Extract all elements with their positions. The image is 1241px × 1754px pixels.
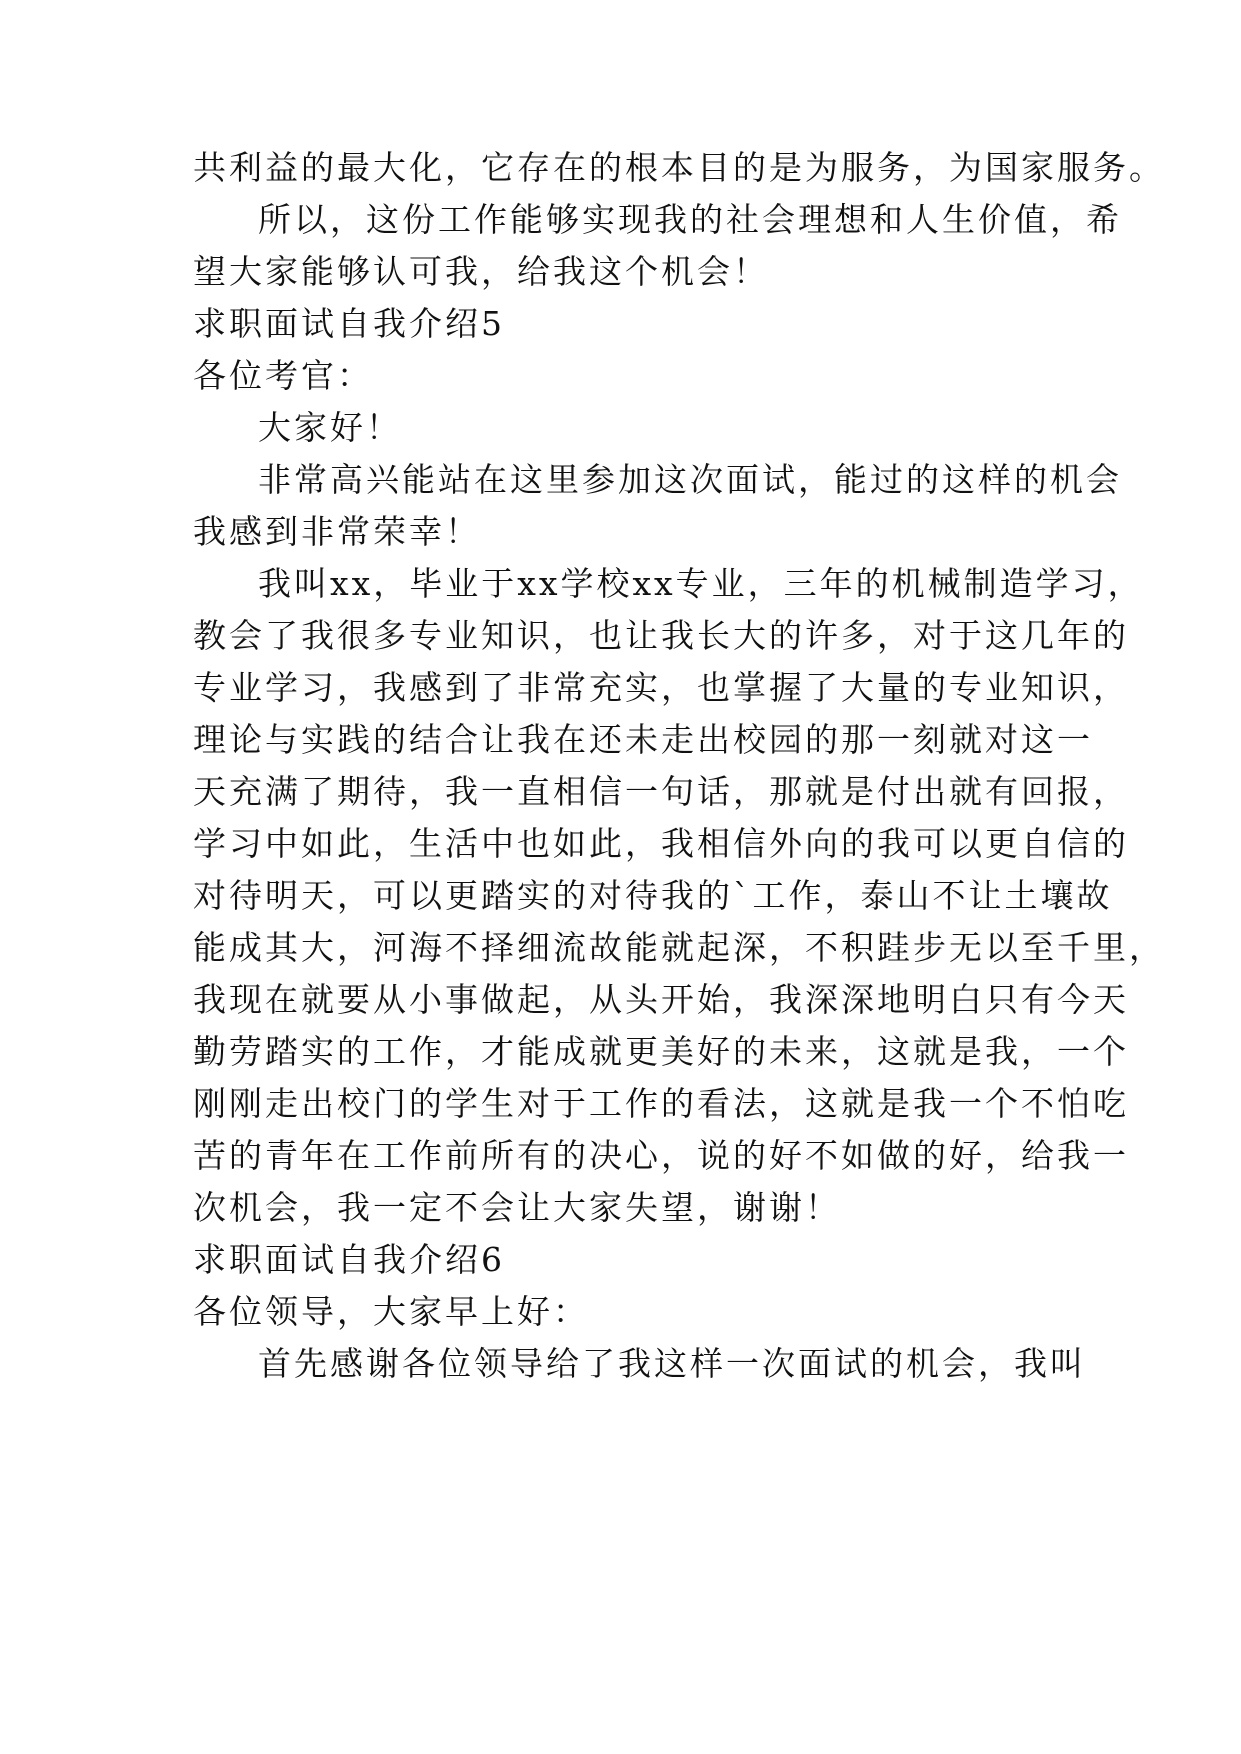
section-heading: 求职面试自我介绍6 (193, 1240, 505, 1279)
paragraph-line: 苦的青年在工作前所有的决心，说的好不如做的好，给我一 (193, 1136, 1129, 1175)
greeting: 大家好！ (258, 408, 402, 447)
paragraph-line: 勤劳踏实的工作，才能成就更美好的未来，这就是我，一个 (193, 1032, 1129, 1071)
paragraph-line: 天充满了期待，我一直相信一句话，那就是付出就有回报， (193, 772, 1129, 811)
paragraph-line: 我感到非常荣幸！ (193, 512, 481, 551)
salutation: 各位考官： (193, 356, 373, 395)
paragraph-line: 教会了我很多专业知识，也让我长大的许多，对于这几年的 (193, 616, 1129, 655)
paragraph-line: 我现在就要从小事做起，从头开始，我深深地明白只有今天 (193, 980, 1129, 1019)
paragraph-line: 我叫xx，毕业于xx学校xx专业，三年的机械制造学习， (258, 564, 1144, 603)
paragraph-line: 所以，这份工作能够实现我的社会理想和人生价值，希 (258, 200, 1122, 239)
paragraph-line: 首先感谢各位领导给了我这样一次面试的机会，我叫 (258, 1344, 1086, 1383)
paragraph-line: 刚刚走出校门的学生对于工作的看法，这就是我一个不怕吃 (193, 1084, 1129, 1123)
paragraph-line: 专业学习，我感到了非常充实，也掌握了大量的专业知识， (193, 668, 1129, 707)
paragraph-line: 共利益的最大化，它存在的根本目的是为服务，为国家服务。 (193, 148, 1165, 187)
paragraph-line: 学习中如此，生活中也如此，我相信外向的我可以更自信的 (193, 824, 1129, 863)
paragraph-line: 能成其大，河海不择细流故能就起深，不积跬步无以至千里， (193, 928, 1165, 967)
section-heading: 求职面试自我介绍5 (193, 304, 505, 343)
paragraph-line: 理论与实践的结合让我在还未走出校园的那一刻就对这一 (193, 720, 1093, 759)
paragraph-line: 非常高兴能站在这里参加这次面试，能过的这样的机会 (258, 460, 1122, 499)
paragraph-line: 望大家能够认可我，给我这个机会！ (193, 252, 769, 291)
salutation: 各位领导，大家早上好： (193, 1292, 589, 1331)
paragraph-line: 对待明天，可以更踏实的对待我的`工作，泰山不让土壤故 (193, 876, 1113, 915)
paragraph-line: 次机会，我一定不会让大家失望，谢谢！ (193, 1188, 841, 1227)
